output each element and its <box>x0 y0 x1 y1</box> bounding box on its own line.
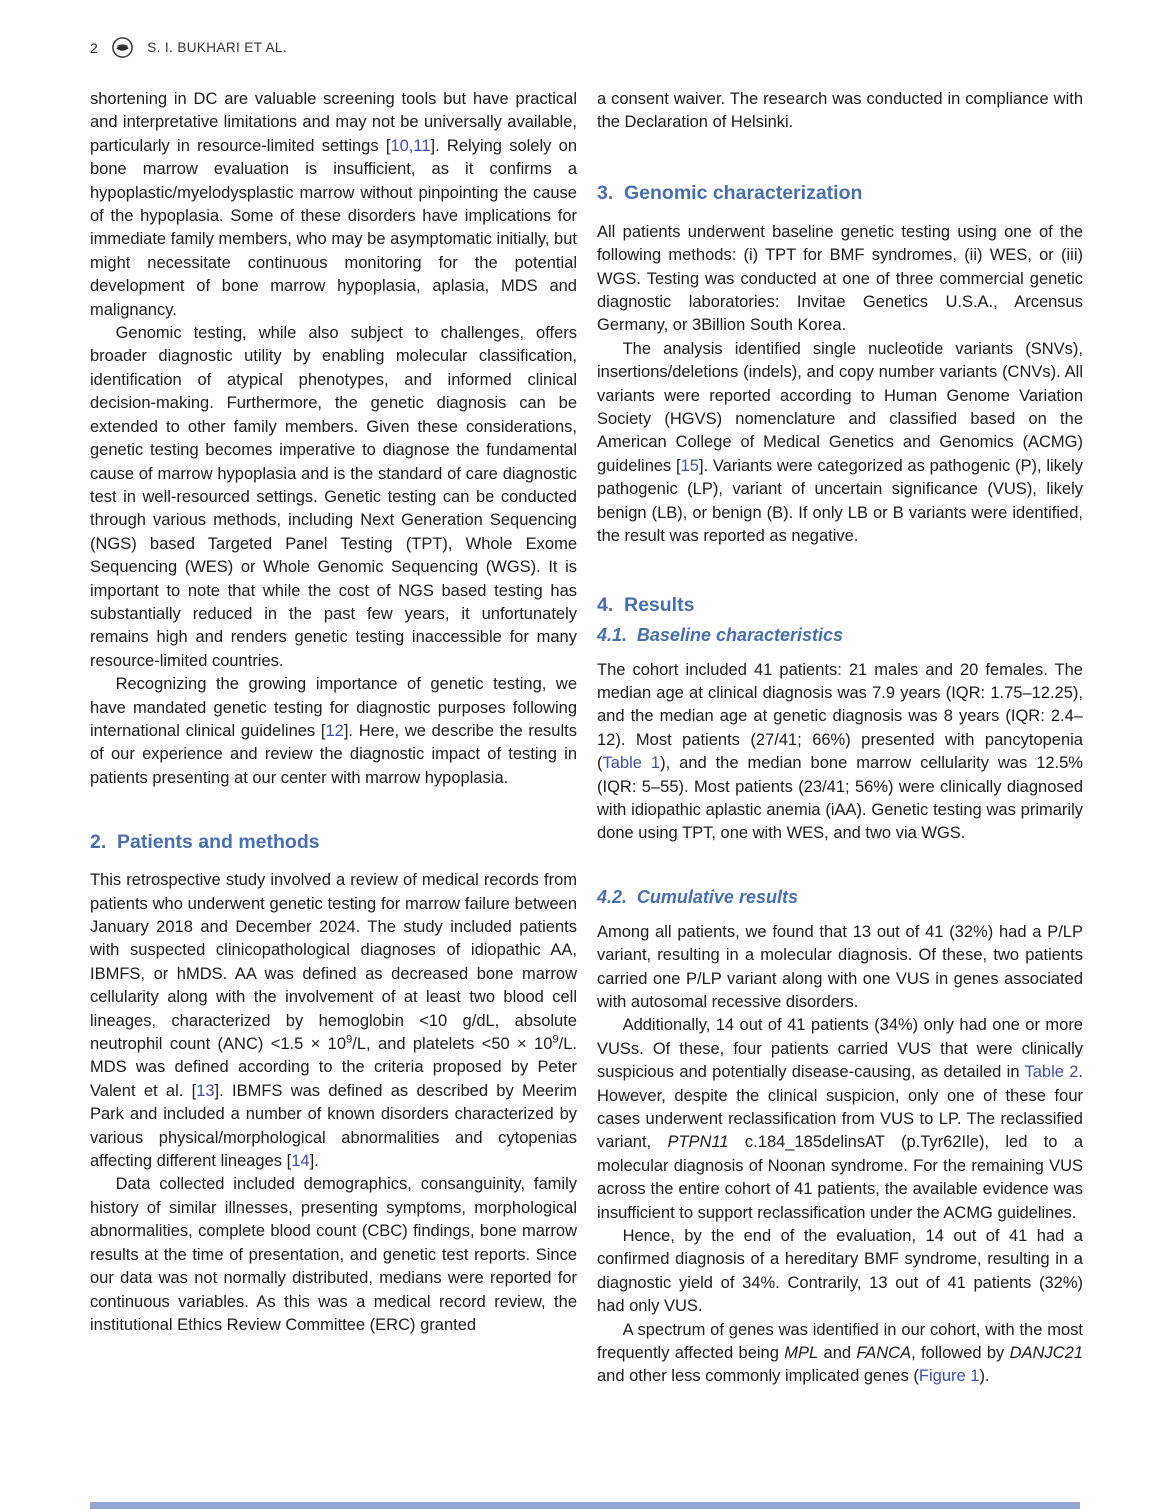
paragraph <box>90 869 577 1173</box>
text-segment: ]. IBMFS was defined as described by Meerim Park and included a number of known disorders characterized by various physical/morphological abnormalities and cytopenias affecting different lineages [ <box>90 1081 577 1171</box>
section-heading-patients-and-methods <box>90 830 577 854</box>
text-segment: Among all patients, we found that 13 out of 41 (32%) had a P/LP variant, resulting in a molecular diagnosis. Of these, two patients carried one P/LP variant along with one VUS in genes associated with autosomal recessive disorders. <box>597 922 1083 1011</box>
text-segment: 9 <box>346 1033 353 1046</box>
section-heading-results <box>597 593 1083 617</box>
section-number: 4.2. <box>597 886 628 907</box>
text-segment: , followed by <box>911 1344 1010 1363</box>
section-title: Cumulative results <box>636 886 798 907</box>
text-segment: This retrospective study involved a review of medical records from patients who underwent genetic testing for marrow failure between January 2018 and December 2024. The study included patients with suspected clinicopathological diagnoses of idiopathic AA, IBMFS, or hMDS. AA was defined as decreased bone marrow cellularity along with the involvement of at least two blood cell lineages, characterized by hemoglobin <10 g/dL, absolute neutrophil count (ANC) <1.5 × 10 <box>90 871 577 1054</box>
text-segment: shortening in DC are valuable screening tools but have practical and interpretative limitations and may not be universally available, particularly in resource-limited settings [ <box>90 90 577 155</box>
cross-reference-link[interactable]: Table 1 <box>602 754 661 773</box>
paragraph <box>90 673 577 790</box>
text-segment: Genomic testing, while also subject to challenges, offers broader diagnostic utility by enabling molecular classification, identification of atypical phenotypes, and informed clinical decision-making. Furthermore, the genetic diagnosis can be extended to other family members. Given these considerations, genetic testing becomes imperative to diagnose the fundamental cause of marrow hypoplasia and is the standard of care diagnostic test in well-resourced settings. Genetic testing can be conducted through various methods, including Next Generation Sequencing (NGS) based Targeted Panel Testing (TPT), Whole Exome Sequencing (WES) or Whole Genomic Sequencing (WGS). It is important to note that while the cost of NGS based testing has substantially reduced in the past few years, it unfortunately remains high and renders genetic testing inaccessible for many resource-limited countries. <box>90 324 577 670</box>
paragraph <box>597 1225 1083 1319</box>
cross-reference-link[interactable]: 13 <box>196 1081 215 1100</box>
paragraph <box>90 1173 577 1337</box>
paragraph <box>90 322 577 673</box>
text-segment: and <box>818 1344 857 1363</box>
section-number: 4.1. <box>597 624 628 645</box>
cross-reference-link[interactable]: 12 <box>325 721 344 740</box>
text-segment: Recognizing the growing importance of genetic testing, we have mandated genetic testing for diagnostic purposes following international clinical guidelines [ <box>90 675 577 740</box>
text-segment: ]. Relying solely on bone marrow evaluation is insufficient, as it confirms a hypoplastic/myelodysplastic marrow without pinpointing the cause of the hypoplasia. Some of these disorders have implications for immediate family members, who may be asymptomatic initially, but might necessitate continuous monitoring for the potential development of bone marrow hypoplasia, aplasia, MDS and malignancy. <box>90 136 577 319</box>
paragraph <box>597 88 1083 135</box>
text-segment: c.184_185delinsAT (p.Tyr62Ile), led to a molecular diagnosis of Noonan syndrome. For the remaining VUS across the entire cohort of 41 patients, the available evidence was insufficient to support reclassification under the ACMG guidelines. <box>597 1133 1083 1222</box>
section-number: 2. <box>90 831 107 854</box>
paragraph <box>597 221 1083 338</box>
section-number: 3. <box>597 181 614 204</box>
paragraph <box>597 921 1083 1015</box>
text-segment: Hence, by the end of the evaluation, 14 out of 41 had a confirmed diagnosis of a hereditary BMF syndrome, resulting in a diagnostic yield of 34%. Contrarily, 13 out of 41 patients (32%) had only VUS. <box>597 1227 1083 1316</box>
text-segment: ]. <box>309 1152 319 1171</box>
text-segment: /L, and platelets <50 × 10 <box>352 1035 553 1054</box>
text-segment: FANCA <box>856 1344 912 1363</box>
running-head <box>90 36 287 59</box>
left-column <box>90 88 577 1337</box>
publisher-globe-icon <box>111 36 134 59</box>
section-title: Genomic characterization <box>623 181 863 204</box>
text-segment: ), and the median bone marrow cellularity was 12.5% (IQR: 5–55). Most patients (23/41; 56%) were clinically diagnosed with idiopathic aplastic anemia (iAA). Genetic testing was primarily done using TPT, one with WES, and two via WGS. <box>597 754 1083 843</box>
cross-reference-link[interactable]: 10,11 <box>390 136 431 155</box>
text-segment: MPL <box>784 1344 819 1363</box>
text-segment: Additionally, 14 out of 41 patients (34%) only had one or more VUSs. Of these, four patients carried VUS that were clinically suspicious and potentially disease-causing, as detailed in <box>597 1016 1083 1082</box>
cross-reference-link[interactable]: Figure 1 <box>918 1367 980 1386</box>
text-segment: A spectrum of genes was identified in our cohort, with the most frequently affected being <box>597 1320 1083 1363</box>
subsection-heading-cumulative-results <box>597 886 1083 908</box>
cross-reference-link[interactable]: 14 <box>291 1152 310 1171</box>
subsection-heading-baseline-characteristics <box>597 624 1083 646</box>
section-title: Results <box>623 593 695 616</box>
text-segment: ]. Variants were categorized as pathogenic (P), likely pathogenic (LP), variant of uncertain significance (VUS), likely benign (LB), or benign (B). If only LB or B variants were identified, the result was reported as negative. <box>597 456 1083 546</box>
cross-reference-link[interactable]: 15 <box>680 456 699 475</box>
text-segment: /L. MDS was defined according to the criteria proposed by Peter Valent et al. [ <box>90 1035 577 1100</box>
running-title: S. I. BUKHARI ET AL. <box>147 40 287 55</box>
cross-reference-link[interactable]: Table 2 <box>1024 1063 1079 1082</box>
right-column <box>597 88 1083 1389</box>
text-segment: . However, despite the clinical suspicion, only one of these four cases underwent reclassification from VUS to LP. The reclassified variant, <box>597 1063 1083 1152</box>
page-number: 2 <box>90 39 99 56</box>
paragraph <box>597 1014 1083 1225</box>
paragraph <box>597 1319 1083 1389</box>
section-number: 4. <box>597 593 614 616</box>
paragraph <box>597 659 1083 846</box>
text-segment: PTPN11 <box>667 1133 729 1152</box>
text-segment: ]. Here, we describe the results of our experience and review the diagnostic impact of testing in patients presenting at our center with marrow hypoplasia. <box>90 721 577 787</box>
text-segment: DANJC21 <box>1009 1344 1083 1363</box>
text-segment: 9 <box>552 1033 559 1046</box>
text-segment: The analysis identified single nucleotide variants (SNVs), insertions/deletions (indels), and copy number variants (CNVs). All variants were reported according to Human Genome Variation Society (HGVS) nomenclature and classified based on the American College of Medical Genetics and Genomics (ACMG) guidelines [ <box>597 339 1083 475</box>
text-segment: All patients underwent baseline genetic testing using one of the following methods: (i) TPT for BMF syndromes, (ii) WES, or (iii) WGS. Testing was conducted at one of three commercial genetic diagnostic laboratories: Invitae Genetics U.S.A., Arcensus Germany, or 3Billion South Korea. <box>597 222 1083 335</box>
section-title: Patients and methods <box>116 831 320 854</box>
page-bottom-cutoff-bar <box>90 1502 1080 1509</box>
text-segment: a consent waiver. The research was conducted in compliance with the Declaration of Helsinki. <box>597 90 1083 132</box>
paragraph <box>597 338 1083 549</box>
text-segment: ). <box>979 1367 990 1386</box>
text-segment: The cohort included 41 patients: 21 males and 20 females. The median age at clinical diagnosis was 7.9 years (IQR: 1.75–12.25), and the median age at genetic diagnosis was 8 years (IQR: 2.4–12). Most patients (27/41; 66%) presented with pancytopenia ( <box>597 660 1083 773</box>
paragraph <box>90 88 577 322</box>
text-segment: Data collected included demographics, consanguinity, family history of similar illnesses, presenting symptoms, morphological abnormalities, complete blood count (CBC) findings, bone marrow results at the time of presentation, and genetic test reports. Since our data was not normally distributed, medians were reported for continuous variables. As this was a medical record review, the institutional Ethics Review Committee (ERC) granted <box>90 1175 577 1334</box>
text-segment: and other less commonly implicated genes ( <box>597 1367 919 1386</box>
section-title: Baseline characteristics <box>636 624 844 645</box>
section-heading-genomic-characterization <box>597 181 1083 205</box>
